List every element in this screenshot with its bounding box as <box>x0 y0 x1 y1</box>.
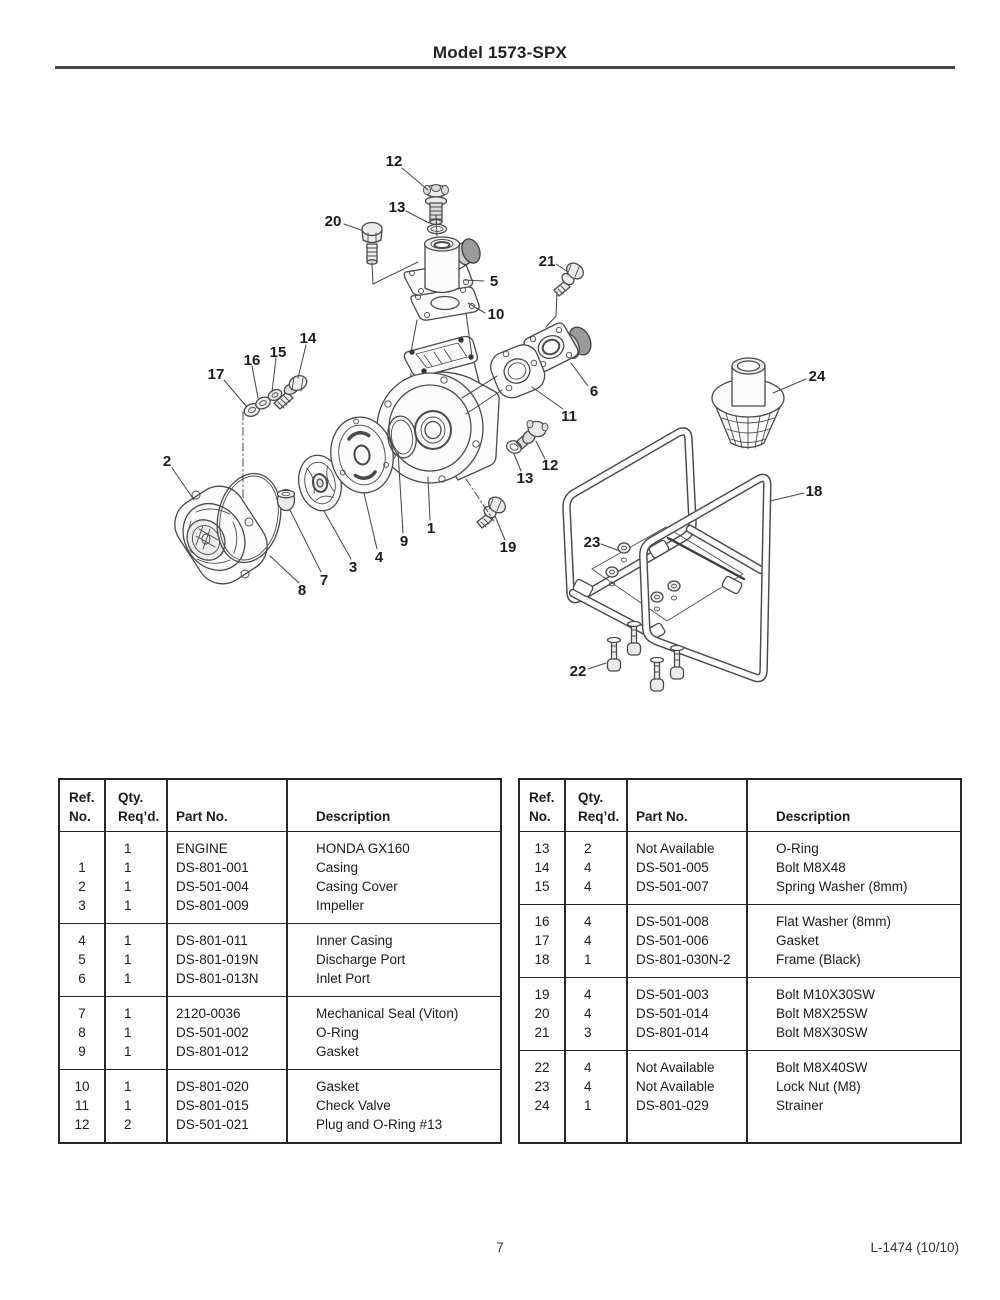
cell-part: Not Available <box>636 1079 715 1094</box>
cell-desc: Inlet Port <box>316 971 371 986</box>
part-bolt-19 <box>477 494 508 528</box>
table-group <box>520 831 960 904</box>
cell-qty: 4 <box>584 1006 592 1021</box>
callout-4: 4 <box>374 549 384 566</box>
column-header <box>166 786 286 826</box>
cell-desc: Frame (Black) <box>776 952 861 967</box>
callout-10: 10 <box>487 306 505 323</box>
table-group <box>60 831 500 923</box>
column-divider <box>166 780 168 1142</box>
callout-11: 11 <box>561 408 577 425</box>
part-frame <box>566 431 767 678</box>
cell-desc: Bolt M8X25SW <box>776 1006 868 1021</box>
column-header <box>520 786 564 826</box>
cell-desc: O-Ring <box>776 841 819 856</box>
cell-qty: 4 <box>584 860 592 875</box>
callout-17: 17 <box>207 366 225 383</box>
table-header-row <box>520 786 960 826</box>
callout-3: 3 <box>348 559 358 576</box>
cell-part: DS-801-013N <box>176 971 259 986</box>
cell-part: DS-801-030N-2 <box>636 952 731 967</box>
cell-ref: 19 <box>534 987 550 1002</box>
cell-desc: Gasket <box>316 1079 359 1094</box>
cell-qty: 4 <box>584 987 592 1002</box>
part-strainer <box>712 358 784 449</box>
callout-1: 1 <box>426 520 436 537</box>
cell-desc: Discharge Port <box>316 952 406 967</box>
table-row <box>520 1004 960 1023</box>
column-header <box>626 786 746 826</box>
column-header <box>746 786 960 826</box>
table-row <box>520 877 960 896</box>
table-row <box>60 839 500 858</box>
table-group <box>520 904 960 977</box>
column-header <box>104 786 166 826</box>
cell-part: DS-501-003 <box>636 987 709 1002</box>
callout-20: 20 <box>324 213 342 230</box>
cell-part: DS-501-005 <box>636 860 709 875</box>
cell-desc: Bolt M8X40SW <box>776 1060 868 1075</box>
callout-2: 2 <box>162 453 172 470</box>
cell-desc: Bolt M8X30SW <box>776 1025 868 1040</box>
cell-qty: 1 <box>124 879 132 894</box>
table-row <box>520 839 960 858</box>
cell-desc: Mechanical Seal (Viton) <box>316 1006 459 1021</box>
table-row <box>520 931 960 950</box>
table-row <box>60 877 500 896</box>
table-row <box>520 1096 960 1115</box>
table-group <box>60 923 500 996</box>
column-divider <box>286 780 288 1142</box>
callout-15: 15 <box>269 344 287 361</box>
callout-7: 7 <box>319 572 329 589</box>
cell-ref: 10 <box>74 1079 90 1094</box>
table-header-row <box>60 786 500 826</box>
table-header <box>60 780 500 831</box>
cell-part: DS-501-008 <box>636 914 709 929</box>
table-group <box>520 977 960 1050</box>
cell-ref: 15 <box>534 879 550 894</box>
column-header-line: Description <box>316 809 391 824</box>
page-title: Model 1573-SPX <box>432 43 568 62</box>
cell-desc: Bolt M10X30SW <box>776 987 876 1002</box>
cell-part: ENGINE <box>176 841 228 856</box>
callout-12: 12 <box>541 457 559 474</box>
cell-qty: 4 <box>584 1060 592 1075</box>
callout-5: 5 <box>489 273 499 290</box>
table-row <box>60 1004 500 1023</box>
column-header-line: No. <box>529 809 551 824</box>
parts-table-right <box>518 778 962 1144</box>
table-row <box>520 950 960 969</box>
cell-ref: 12 <box>74 1117 90 1132</box>
cell-qty: 3 <box>584 1025 592 1040</box>
cell-part: Not Available <box>636 841 715 856</box>
table-row <box>60 1023 500 1042</box>
cell-qty: 1 <box>584 1098 592 1113</box>
cell-ref: 13 <box>534 841 550 856</box>
callout-8: 8 <box>297 582 307 599</box>
cell-part: DS-501-006 <box>636 933 709 948</box>
cell-ref: 1 <box>78 860 86 875</box>
cell-qty: 4 <box>584 879 592 894</box>
table-group <box>60 996 500 1069</box>
cell-desc: Casing <box>316 860 359 875</box>
cell-desc: O-Ring <box>316 1025 359 1040</box>
cell-part: 2120-0036 <box>176 1006 241 1021</box>
callout-18: 18 <box>805 483 823 500</box>
callout-24: 24 <box>808 368 826 385</box>
cell-qty: 1 <box>124 952 132 967</box>
cell-ref: 7 <box>78 1006 86 1021</box>
table-row <box>60 931 500 950</box>
cell-part: DS-501-002 <box>176 1025 249 1040</box>
table-header <box>520 780 960 831</box>
column-header-line: Part No. <box>176 809 228 824</box>
cell-qty: 1 <box>124 971 132 986</box>
callout-21: 21 <box>538 253 556 270</box>
cell-desc: Flat Washer (8mm) <box>776 914 892 929</box>
cell-ref: 16 <box>534 914 550 929</box>
cell-part: DS-801-019N <box>176 952 259 967</box>
cell-part: DS-501-004 <box>176 879 249 894</box>
table-row <box>60 1096 500 1115</box>
table-row <box>60 1077 500 1096</box>
cell-ref: 6 <box>78 971 86 986</box>
cell-qty: 4 <box>584 1079 592 1094</box>
cell-part: DS-801-001 <box>176 860 249 875</box>
callout-6: 6 <box>589 383 599 400</box>
table-row <box>60 1115 500 1134</box>
callout-13: 13 <box>516 470 534 487</box>
cell-qty: 1 <box>124 860 132 875</box>
cell-part: DS-801-014 <box>636 1025 709 1040</box>
cell-part: Not Available <box>636 1060 715 1075</box>
cell-part: DS-801-011 <box>176 933 248 948</box>
cell-qty: 1 <box>124 933 132 948</box>
cell-ref: 18 <box>534 952 550 967</box>
cell-qty: 1 <box>124 1006 132 1021</box>
cell-part: DS-501-021 <box>176 1117 249 1132</box>
cell-part: DS-801-020 <box>176 1079 249 1094</box>
table-row <box>520 985 960 1004</box>
cell-qty: 1 <box>584 952 592 967</box>
cell-desc: Casing Cover <box>316 879 398 894</box>
cell-qty: 1 <box>124 841 132 856</box>
cell-desc: Impeller <box>316 898 365 913</box>
callout-19: 19 <box>499 539 517 556</box>
cell-ref: 21 <box>534 1025 550 1040</box>
cell-ref: 22 <box>534 1060 550 1075</box>
cell-ref: 4 <box>78 933 86 948</box>
table-row <box>60 896 500 915</box>
callout-16: 16 <box>243 352 261 369</box>
part-bolt-20 <box>362 223 382 265</box>
column-header-line: Req’d. <box>578 809 620 824</box>
table-row <box>520 858 960 877</box>
callout-9: 9 <box>399 533 409 550</box>
cell-desc: Bolt M8X48 <box>776 860 846 875</box>
callout-12: 12 <box>385 153 403 170</box>
callout-23: 23 <box>583 534 601 551</box>
cell-ref: 20 <box>534 1006 550 1021</box>
part-casing <box>377 337 499 484</box>
cell-qty: 4 <box>584 933 592 948</box>
cell-desc: Check Valve <box>316 1098 391 1113</box>
cell-part: DS-801-029 <box>636 1098 709 1113</box>
cell-part: DS-501-007 <box>636 879 709 894</box>
cell-qty: 1 <box>124 898 132 913</box>
callout-14: 14 <box>299 330 317 347</box>
column-header <box>60 786 104 826</box>
column-header-line: Description <box>776 809 851 824</box>
cell-ref: 11 <box>74 1098 89 1113</box>
table-row <box>60 1042 500 1061</box>
table-group <box>60 1069 500 1142</box>
cell-part: DS-801-009 <box>176 898 249 913</box>
cell-desc: Lock Nut (M8) <box>776 1079 861 1094</box>
cell-qty: 2 <box>124 1117 132 1132</box>
column-header <box>564 786 626 826</box>
column-header-line: Part No. <box>636 809 688 824</box>
cell-ref: 23 <box>534 1079 550 1094</box>
table-row <box>520 1077 960 1096</box>
column-divider <box>746 780 748 1142</box>
cell-desc: Gasket <box>316 1044 359 1059</box>
cell-ref: 9 <box>78 1044 86 1059</box>
cell-ref: 8 <box>78 1025 86 1040</box>
part-mechanical-seal <box>278 490 295 511</box>
cell-qty: 4 <box>584 914 592 929</box>
column-divider <box>104 780 106 1142</box>
column-header-line: Ref. <box>529 790 555 805</box>
cell-qty: 1 <box>124 1025 132 1040</box>
cell-ref: 14 <box>534 860 550 875</box>
table-row <box>60 950 500 969</box>
cell-ref: 2 <box>78 879 86 894</box>
cell-desc: Inner Casing <box>316 933 393 948</box>
cell-ref <box>60 839 104 858</box>
column-header-line: Qty. <box>118 790 144 805</box>
callout-22: 22 <box>569 663 587 680</box>
cell-part: DS-501-014 <box>636 1006 709 1021</box>
table-row <box>60 969 500 988</box>
table-row <box>520 912 960 931</box>
cell-qty: 1 <box>124 1044 132 1059</box>
column-divider <box>564 780 566 1142</box>
cell-ref: 17 <box>534 933 550 948</box>
cell-ref: 3 <box>78 898 86 913</box>
table-row <box>60 858 500 877</box>
column-header-line: Req’d. <box>118 809 160 824</box>
cell-qty: 1 <box>124 1098 132 1113</box>
cell-qty: 1 <box>124 1079 132 1094</box>
table-row <box>520 1023 960 1042</box>
table-group <box>520 1050 960 1142</box>
parts-table-left <box>58 778 502 1144</box>
column-divider <box>626 780 628 1142</box>
column-header-line: No. <box>69 809 91 824</box>
cell-desc: HONDA GX160 <box>316 841 410 856</box>
cell-part: DS-801-012 <box>176 1044 249 1059</box>
callout-13: 13 <box>388 199 406 216</box>
cell-desc: Gasket <box>776 933 819 948</box>
cell-part: DS-801-015 <box>176 1098 249 1113</box>
page-number: 7 <box>496 1240 504 1255</box>
column-header-line: Ref. <box>69 790 95 805</box>
table-row <box>520 1058 960 1077</box>
cell-qty: 2 <box>584 841 592 856</box>
cell-ref: 24 <box>534 1098 550 1113</box>
document-number: L-1474 (10/10) <box>870 1240 959 1255</box>
part-discharge-port <box>404 236 483 295</box>
cell-desc: Plug and O-Ring #13 <box>316 1117 443 1132</box>
column-header <box>286 786 500 826</box>
cell-ref: 5 <box>78 952 86 967</box>
cell-desc: Spring Washer (8mm) <box>776 879 908 894</box>
cell-desc: Strainer <box>776 1098 824 1113</box>
column-header-line: Qty. <box>578 790 604 805</box>
